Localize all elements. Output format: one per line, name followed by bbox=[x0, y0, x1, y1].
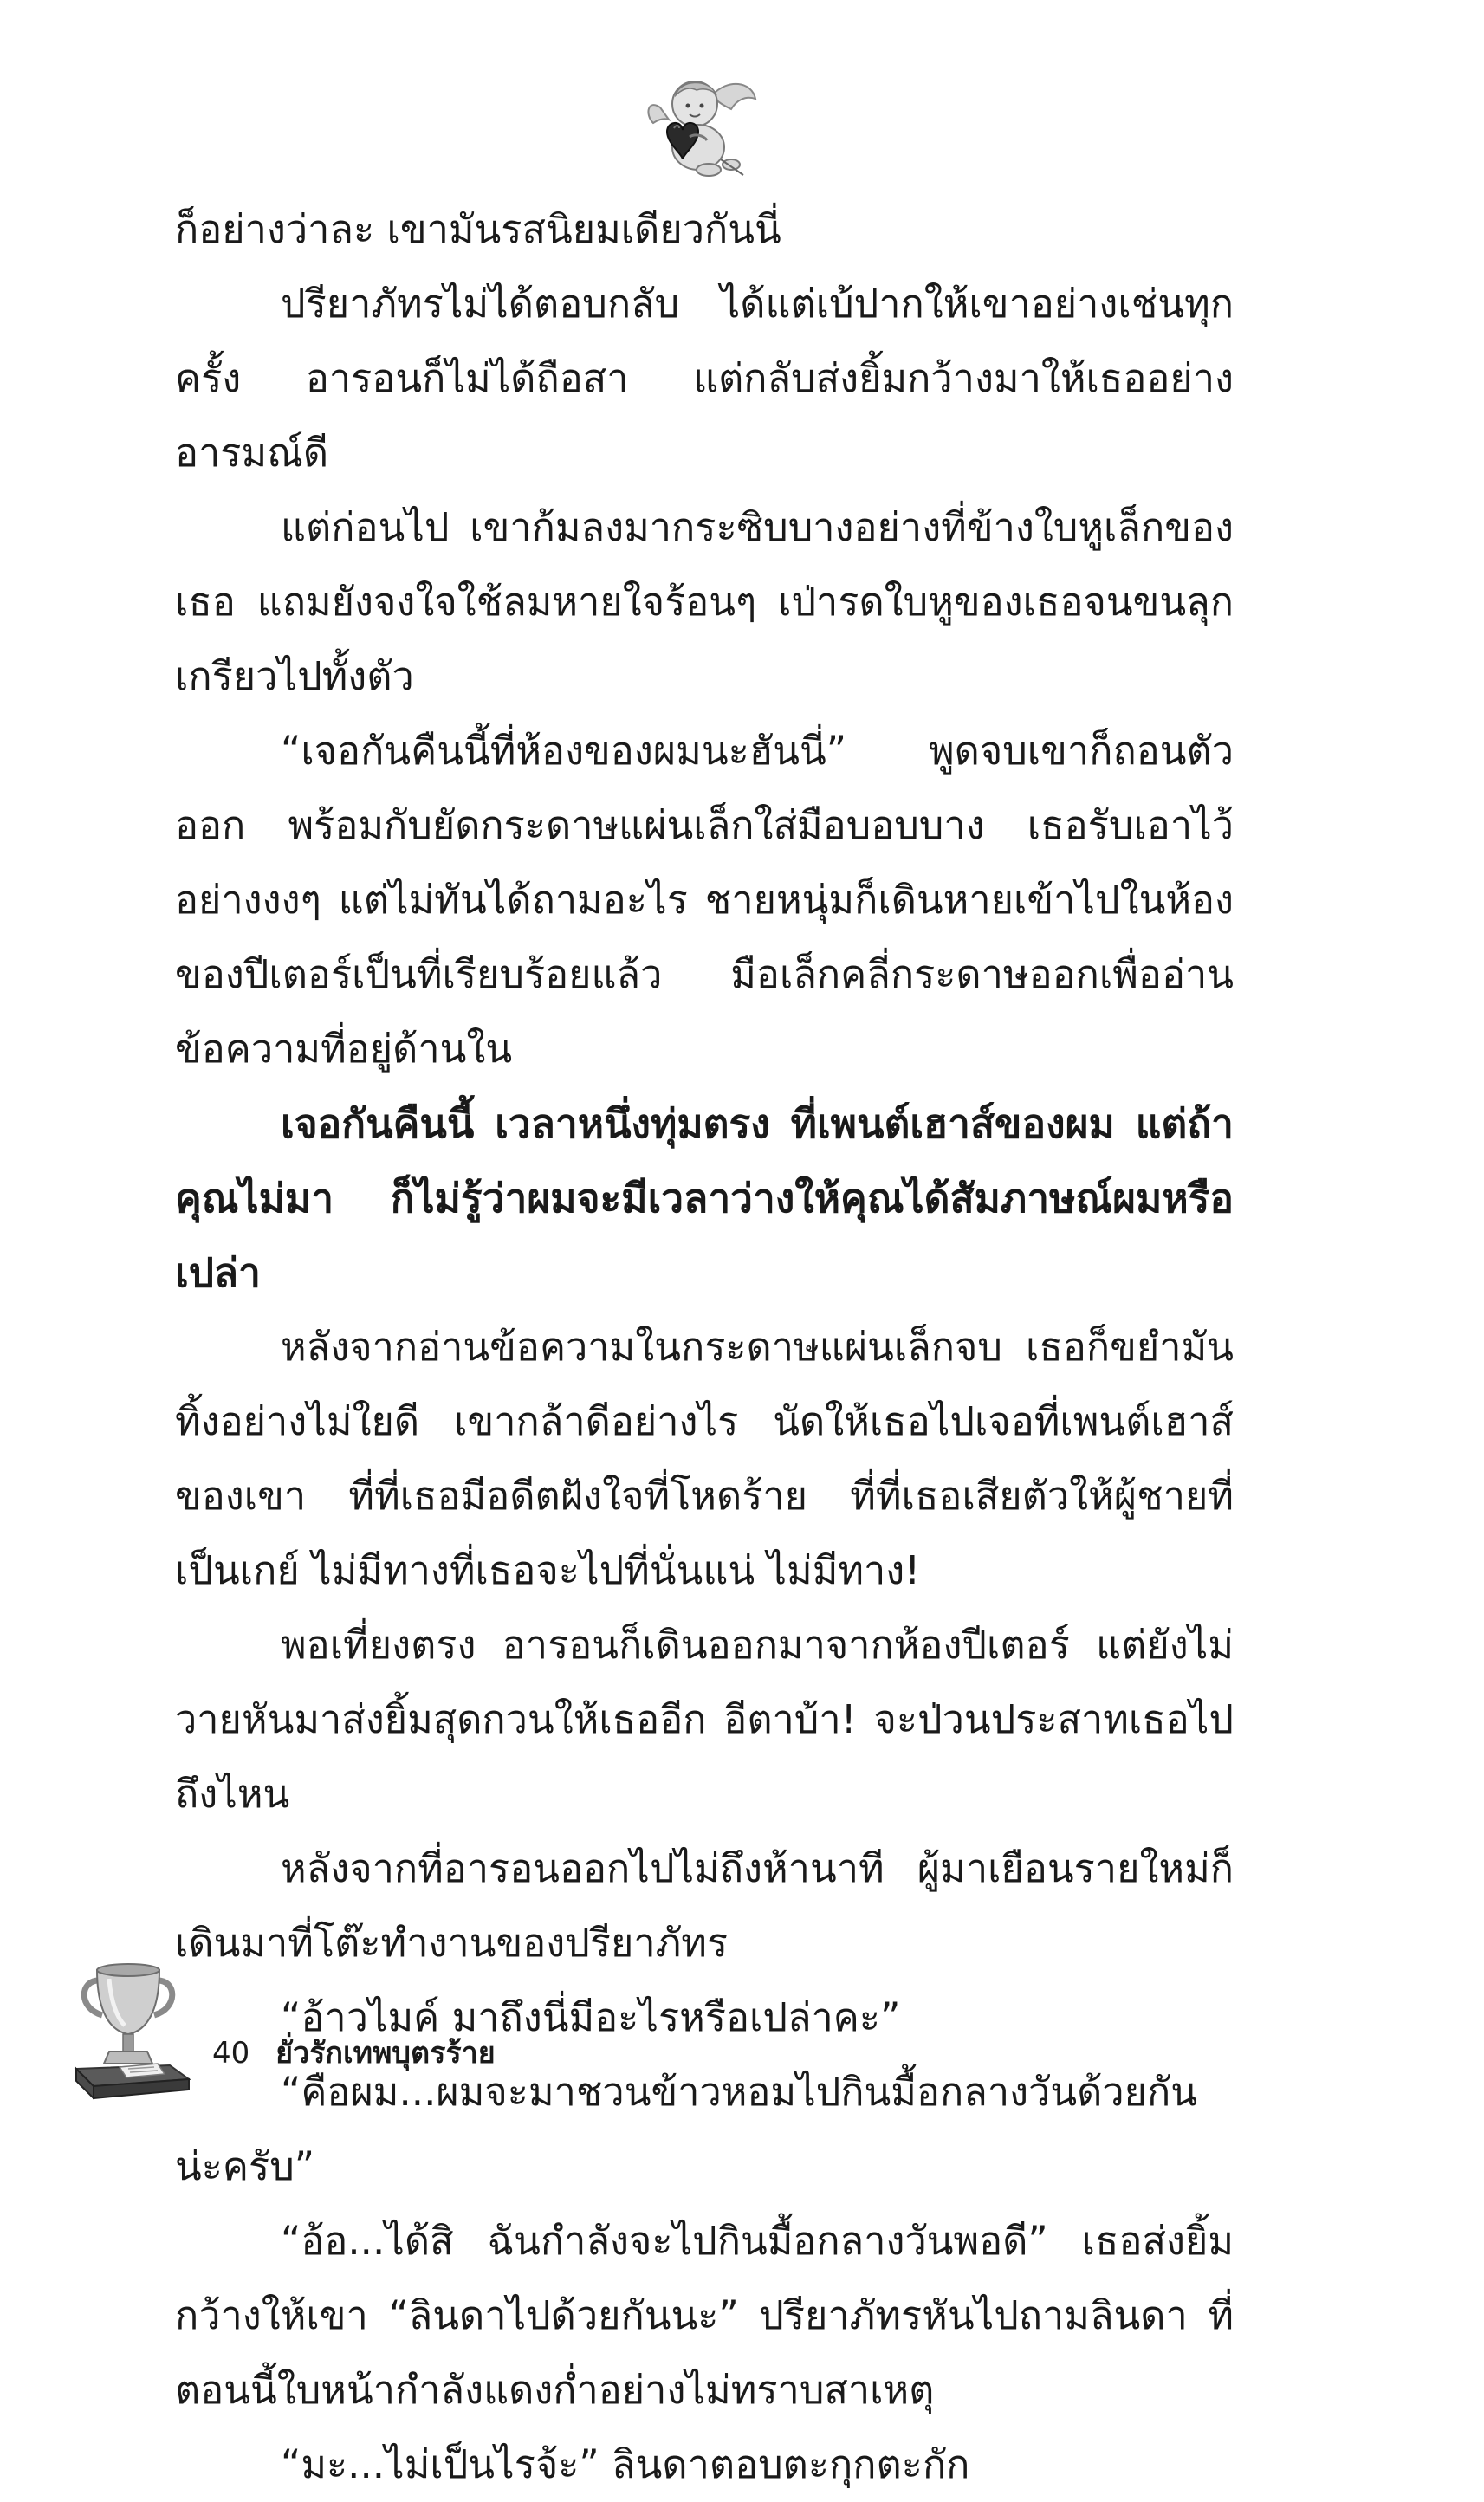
paragraph: พอเที่ยงตรง อารอนก็เดินออกมาจากห้องปีเตอร์ แต่ยังไม่วายหันมาส่งยิ้มสุดกวนให้เธออีก อีตาบ้า! จะป่วนประสาทเธอไปถึงไหน bbox=[175, 1622, 1234, 1817]
paragraph: แต่ก่อนไป เขาก้มลงมากระซิบบางอย่างที่ข้างใบหูเล็กของเธอ แถมยังจงใจใช้ลมหายใจร้อนๆ เป่ารดใบหูของเธอจนขนลุกเกรียวไปทั้งตัว bbox=[175, 504, 1234, 699]
paragraph: หลังจากอ่านข้อความในกระดาษแผ่นเล็กจบ เธอก็ขยำมันทิ้งอย่างไม่ใยดี เขากล้าดีอย่างไร นัดให้เธอไปเจอที่เพนต์เฮาส์ของเขา ที่ที่เธอมีอดีตฝังใจที่โหดร้าย ที่ที่เธอเสียตัวให้ผู้ชายที่เป็นเกย์ ไม่มีทางที่เธอจะไปที่นั่นแน่ ไม่มีทาง! bbox=[175, 1324, 1234, 1593]
page-number: 40 bbox=[212, 2036, 250, 2071]
trophy-cup-icon bbox=[68, 1958, 198, 2105]
paragraph: ปรียาภัทรไม่ได้ตอบกลับ ได้แต่เบ้ปากให้เขาอย่างเช่นทุกครั้ง อารอนก็ไม่ได้ถือสา แต่กลับส่งยิ้มกว้างมาให้เธออย่างอารมณ์ดี bbox=[175, 281, 1234, 476]
page-footer bbox=[212, 2032, 496, 2075]
paragraph: ก็อย่างว่าละ เขามันรสนิยมเดียวกันนี่ bbox=[175, 206, 781, 252]
paragraph: หลังจากที่อารอนออกไปไม่ถึงห้านาที ผู้มาเยือนรายใหม่ก็เดินมาที่โต๊ะทำงานของปรียาภัทร bbox=[175, 1845, 1234, 1966]
paragraph: “เจอกันคืนนี้ที่ห้องของผมนะฮันนี่” พูดจบเขาก็ถอนตัวออก พร้อมกับยัดกระดาษแผ่นเล็กใส่มือบอบบาง เธอรับเอาไว้อย่างงงๆ แต่ไม่ทันได้ถามอะไร ชายหนุ่มก็เดินหายเข้าไปในห้องของปีเตอร์เป็นที่เรียบร้อยแล้ว มือเล็กคลี่กระดาษออกเพื่ออ่านข้อความที่อยู่ด้านใน bbox=[175, 728, 1234, 1072]
cupid-with-heart-icon bbox=[641, 69, 762, 182]
book-title: ยั่วรักเทพบุตรร้าย bbox=[275, 2036, 496, 2071]
dialogue-line: “อ้าวไมค์ มาถึงนี่มีอะไรหรือเปล่าคะ” bbox=[281, 1994, 901, 2040]
paragraph: “อ้อ...ได้สิ ฉันกำลังจะไปกินมื้อกลางวันพอดี” เธอส่งยิ้มกว้างให้เขา “ลินดาไปด้วยกันนะ” ปรียาภัทรหันไปถามลินดา ที่ตอนนี้ใบหน้ากำลังแดงก่ำอย่างไม่ทราบสาเหตุ bbox=[175, 2218, 1234, 2413]
dialogue-line: “มะ...ไม่เป็นไรจ้ะ” ลินดาตอบตะกุกตะกัก bbox=[281, 2441, 970, 2487]
note-text-bold: เจอกันคืนนี้ เวลาหนึ่งทุ่มตรง ที่เพนต์เฮาส์ของผม แต่ถ้าคุณไม่มา ก็ไม่รู้ว่าผมจะมีเวลาว่างให้คุณได้สัมภาษณ์ผมหรือเปล่า bbox=[175, 1100, 1234, 1296]
dialogue-line: “คือผม...ผมจะมาชวนข้าวหอมไปกินมื้อกลางวันด้วยกันน่ะครับ” bbox=[175, 2069, 1197, 2189]
page-body bbox=[175, 192, 1234, 2502]
